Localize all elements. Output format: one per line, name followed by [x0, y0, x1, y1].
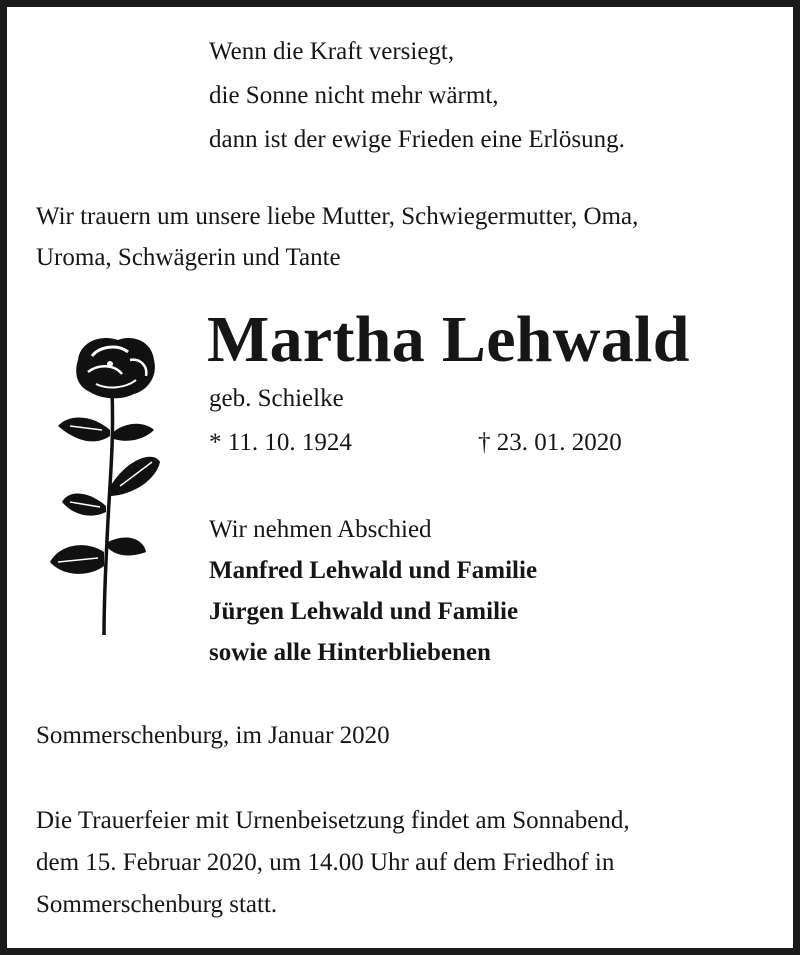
service-line: Die Trauerfeier mit Urnenbeisetzung findet am Sonnabend, — [36, 807, 630, 834]
deceased-name: Martha Lehwald — [207, 303, 690, 376]
mourning-intro — [36, 196, 638, 278]
mourner-line: Manfred Lehwald und Familie — [209, 557, 538, 584]
poem-line: dann ist der ewige Frieden eine Erlösung. — [209, 126, 625, 153]
mourners-heading: Wir nehmen Abschied — [209, 516, 432, 543]
mourner-line: Jürgen Lehwald und Familie — [209, 598, 519, 625]
poem-line: die Sonne nicht mehr wärmt, — [209, 82, 499, 109]
birth-date: * 11. 10. 1924 — [209, 429, 352, 456]
rose-icon — [48, 330, 166, 640]
poem-line: Wenn die Kraft versiegt, — [209, 38, 455, 65]
mourner-line: sowie alle Hinterbliebenen — [209, 639, 491, 666]
poem — [209, 30, 625, 162]
mourners-block — [209, 509, 537, 673]
service-line: dem 15. Februar 2020, um 14.00 Uhr auf dem Friedhof in — [36, 849, 615, 876]
service-line: Sommerschenburg statt. — [36, 891, 278, 918]
death-date: † 23. 01. 2020 — [478, 429, 622, 456]
funeral-service-info — [36, 800, 630, 926]
intro-line: Wir trauern um unsere liebe Mutter, Schwiegermutter, Oma, — [36, 203, 639, 230]
intro-line: Uroma, Schwägerin und Tante — [36, 244, 341, 271]
maiden-name: geb. Schielke — [209, 385, 344, 412]
place-date: Sommerschenburg, im Januar 2020 — [36, 722, 390, 749]
